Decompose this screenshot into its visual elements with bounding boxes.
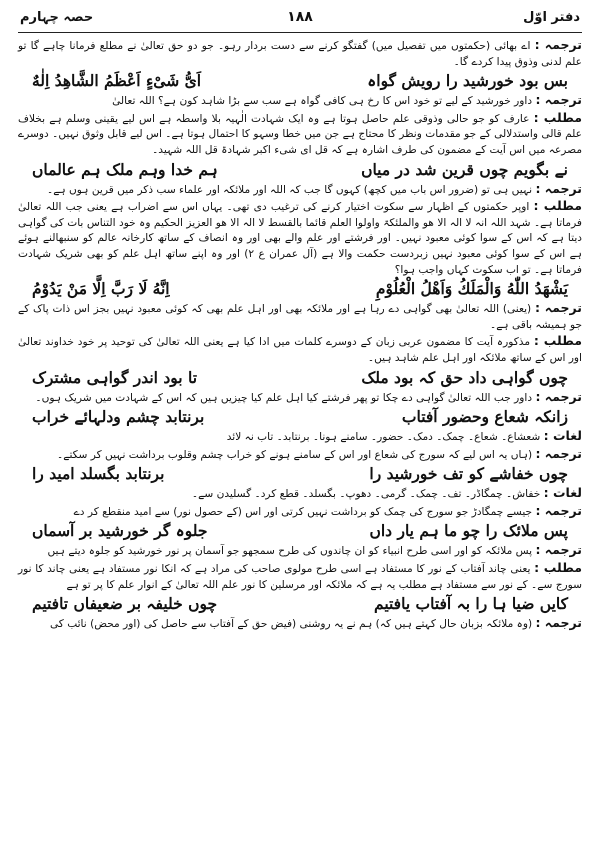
verse-line: چوں خلیفہ بر ضعیفاں تافتیم <box>32 594 218 614</box>
translation-paragraph: ترجمہ : نہیں ہی تو (ضرور اس باب میں کچھ) کہوں گا جب کہ اللہ اور ملائکہ اور علماء سب ذکر میں قرین ہوں ہے۔ <box>47 180 582 196</box>
verse-couplet <box>18 406 582 428</box>
verse-couplet <box>18 520 582 542</box>
translation-paragraph: ترجمہ : داور خورشید کے لیے تو خود اس کا رخ ہی کافی گواہ ہے سب سے بڑا شاہد کون ہے؟ اللہ تعالیٰ <box>112 92 582 108</box>
verse-line: زانکہ شعاع وحضور آفتاب <box>401 407 568 427</box>
verse-line: برنتابد بگسلد امید را <box>32 464 165 484</box>
translation-paragraph: ترجمہ : (وہ ملائکہ بزبان حال کہتے ہیں کہ) ہم نے یہ روشنی (فیض حق کے آفتاب سے حاصل کی (اور محض) نائب کی <box>49 615 582 631</box>
verse-line: نے بگویم چوں قرین شد در میاں <box>361 159 568 179</box>
page-number: ۱۸۸ <box>287 9 313 25</box>
translation-paragraph: ترجمہ : جیسے چمگادڑ جو سورج کی چمک کو برداشت نہیں کرتی اور اس (کے حصول نور) سے امید منقطع کر دے <box>73 502 582 518</box>
vocabulary-paragraph: لغات : شعشاع۔ شعاع۔ چمک۔ دمک۔ حضور۔ سامنے ہونا۔ برنتابد۔ تاب نہ لائد <box>226 428 582 444</box>
commentary-paragraph: مطلب : مذکورہ آیت کا مضمون عربی زبان کے دوسرے کلمات میں ادا کیا ہے یعنی اللہ تعالیٰ کی توحید پر خود خداوند تعالیٰ اور اس کے ساتھ ملائکہ اور اہل علم شاہد ہیں۔ <box>18 333 582 364</box>
translation-paragraph: ترجمہ : (یعنی) اللہ تعالیٰ بھی گواہی دے رہا ہے اور ملائکہ بھی اور اہل علم بھی کہ کوئی معبود نہیں بجز اس ذات پاک کے جو ہمیشہ باقی ہے۔ <box>18 300 582 331</box>
commentary-paragraph: مطلب : عارف کو جو حالی وذوقی علم حاصل ہوتا ہے وہ ایک شہادت الٰہیہ بلا واسطہ ہے اس لیے یقینی وسلم ہے بخلاف علم قالی واستدلالی کے جو مقدمات ونظر کا محتاج ہے جن میں خطا وسہو کا احتمال ہوتا ہے۔ اس لیے قابل وثوق نہیں۔ دوسرے مصرعہ میں اس آیت کے مضمون کی طرف اشارہ ہے کہ قل ای شیء اکبر شہادۃ قل اللہ شہید۔ <box>18 109 582 156</box>
verse-line: یَشْهَدُ اللّٰهُ وَالْمَلَكُ وَاَهْلُ الْعُلُوْمِ <box>375 279 568 299</box>
verse-couplet <box>18 70 582 92</box>
verse-couplet <box>18 367 582 389</box>
verse-couplet <box>18 278 582 300</box>
verse-line: برنتابد چشم ودلہائے خراب <box>32 407 205 427</box>
verse-line: چوں گواہی داد حق کہ بود ملک <box>361 367 568 387</box>
header-volume: دفتر اوّل <box>523 10 580 25</box>
commentary-paragraph: مطلب : اوپر حکمتوں کے اظہار سے سکوت اختیار کرنے کی ترغیب دی تھی۔ یہاں اس سے اضراب ہے یعنی جب اللہ تعالیٰ فرماتا ہے۔ شہد اللہ انہ لا الہ الا ھو والملئکۃ واولوا العلم قائما بالقسط لا الہ الا ھو العزیز الحکیم وہ خود التناس بات کی گواہی دیتا ہے کہ اس کے سوا کوئی معبود نہیں۔ اور فرشتے اور علم والے بھی اور وہ انصاف کے ساتھ کارخانہ عالم کو سنبھالنے ہوئے ہے اس کے سوا کوئی معبود نہیں زبردست حکمت والا ہے (آل عمران ع ۲) اور وہ اپنے ساتھ اہل علم کو بھی شریک شہادت فرماتا ہے۔ تو اب سکوت کہاں واجب ہوا؟ <box>18 198 582 276</box>
header-part: حصہ چہارم <box>20 10 94 25</box>
verse-line: چوں خفاشے کو تف خورشید را <box>369 464 568 484</box>
verse-couplet <box>18 463 582 485</box>
page-body <box>18 37 582 633</box>
verse-line: جلوہ گر خورشید بر آسماں <box>32 521 208 541</box>
verse-couplet <box>18 159 582 181</box>
verse-line: بس بود خورشید را رویش گواہ <box>367 71 568 91</box>
verse-line: اَیُّ شَیْءٍ اَعْظَمُ الشَّاهِدُ اِلٰهٌ <box>32 71 202 91</box>
vocabulary-paragraph: لغات : خفاش۔ چمگاڈر۔ تف۔ چمک۔ گرمی۔ دھوپ۔ بگسلد۔ قطع کرد۔ گسلیدن سے۔ <box>191 485 582 501</box>
translation-paragraph: ترجمہ : اے بھائی (حکمتوں میں تفصیل میں) گفتگو کرنے سے دست بردار رہو۔ جو دو حق تعالیٰ نے مطلع فرمانا چاہے گا تو علم لدنی وذوق پیدا کردے گا۔ <box>18 37 582 68</box>
verse-line: ہم خدا وہم ملک ہم عالماں <box>32 159 218 179</box>
translation-paragraph: ترجمہ : پس ملائکہ کو اور اسی طرح انبیاء کو ان چاندوں کی طرح سمجھو جو آسمان پر نور خورشید کو جلوہ دیتے ہیں <box>47 542 582 558</box>
translation-paragraph: ترجمہ : داور جب اللہ تعالیٰ گواہی دے چکا تو پھر فرشتے کیا اہل علم کیا چیزیں ہیں کہ اس کے شہادت میں شریک ہوں۔ <box>35 388 582 404</box>
verse-line: تا بود اندر گواہی مشترک <box>32 367 198 387</box>
translation-paragraph: ترجمہ : (ہاں یہ اس لیے کہ سورج کی شعاع اور اس کے سامنے ہونے کو خراب چشم وقلوب برداشت نہیں کر سکتے۔ <box>57 445 582 461</box>
verse-line: کایں ضیا ہا را بہ آفتاب یافتیم <box>374 594 568 614</box>
verse-couplet <box>18 593 582 615</box>
page-header <box>18 6 582 33</box>
verse-line: اِنَّهُ لَا رَبَّ اِلَّا مَنْ يَدُوْمُ <box>32 279 170 299</box>
commentary-paragraph: مطلب : یعنی چاند آفتاب کے نور کا مستفاد ہے اسی طرح مولوی صاحب کی مراد ہے کہ انکا نور مستفاد ہے یعنی چاند کا نور سورج سے۔ کے نور سے مستفاد ہے مطلب یہ ہے کہ ملائکہ اور مرسلین کا نور علم اللہ تعالیٰ کے انوار علم کا پر تو ہے <box>18 560 582 591</box>
verse-line: پس ملائک را چو ما ہم یار داں <box>369 521 568 541</box>
